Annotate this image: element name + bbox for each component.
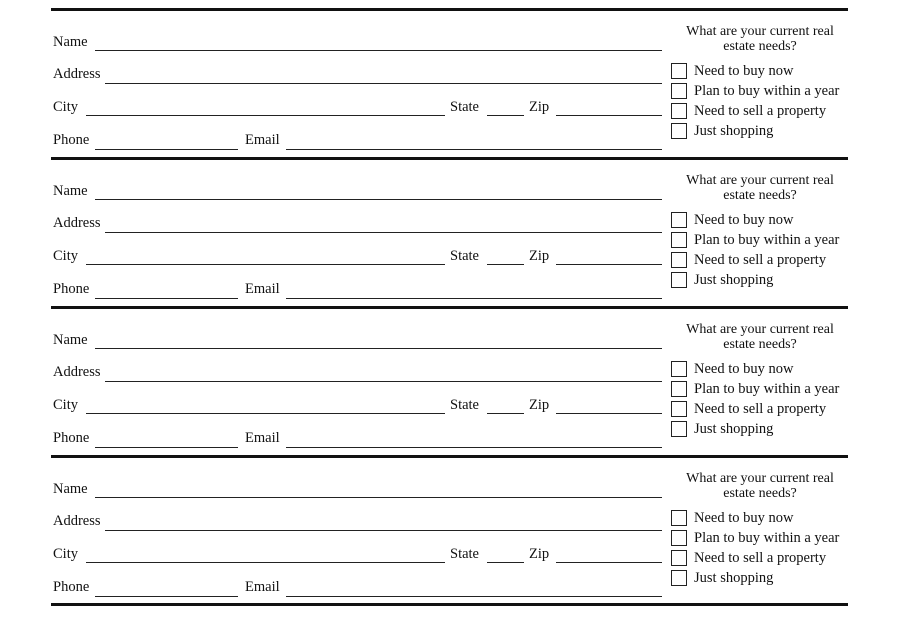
phone-label: Phone: [53, 579, 90, 595]
address-field[interactable]: [105, 381, 662, 382]
email-field[interactable]: [286, 596, 662, 597]
zip-label: Zip: [529, 99, 550, 115]
contact-entry-block: [0, 8, 900, 157]
checkbox[interactable]: [671, 401, 687, 417]
checkbox[interactable]: [671, 272, 687, 288]
name-field[interactable]: [95, 497, 662, 498]
option-label: Just shopping: [694, 570, 774, 586]
checkbox[interactable]: [671, 510, 687, 526]
state-field[interactable]: [487, 264, 524, 265]
real-estate-needs-question: What are your current real estate needs?: [686, 322, 834, 352]
zip-field[interactable]: [556, 413, 662, 414]
option-label: Need to sell a property: [694, 103, 827, 119]
option-label: Need to buy now: [694, 212, 794, 228]
checkbox[interactable]: [671, 232, 687, 248]
phone-field[interactable]: [95, 298, 238, 299]
address-label: Address: [53, 513, 101, 529]
address-field[interactable]: [105, 530, 662, 531]
option-label: Need to buy now: [694, 63, 794, 79]
address-field[interactable]: [105, 232, 662, 233]
address-label: Address: [53, 215, 101, 231]
address-label: Address: [53, 66, 101, 82]
real-estate-needs-question: What are your current real estate needs?: [686, 471, 834, 501]
email-label: Email: [245, 132, 280, 148]
option-label: Just shopping: [694, 421, 774, 437]
checkbox[interactable]: [671, 361, 687, 377]
checkbox[interactable]: [671, 63, 687, 79]
city-label: City: [53, 99, 78, 115]
address-label: Address: [53, 364, 101, 380]
email-label: Email: [245, 281, 280, 297]
checkbox[interactable]: [671, 421, 687, 437]
email-label: Email: [245, 579, 280, 595]
state-label: State: [450, 546, 479, 562]
checkbox[interactable]: [671, 83, 687, 99]
contact-entry-block: [0, 455, 900, 604]
option-label: Need to sell a property: [694, 401, 827, 417]
phone-label: Phone: [53, 430, 90, 446]
option-label: Plan to buy within a year: [694, 83, 840, 99]
zip-field[interactable]: [556, 264, 662, 265]
state-field[interactable]: [487, 413, 524, 414]
address-field[interactable]: [105, 83, 662, 84]
zip-label: Zip: [529, 397, 550, 413]
phone-field[interactable]: [95, 596, 238, 597]
name-field[interactable]: [95, 50, 662, 51]
name-field[interactable]: [95, 199, 662, 200]
option-label: Plan to buy within a year: [694, 530, 840, 546]
name-label: Name: [53, 183, 88, 199]
checkbox[interactable]: [671, 570, 687, 586]
city-field[interactable]: [86, 562, 445, 563]
name-label: Name: [53, 332, 88, 348]
name-field[interactable]: [95, 348, 662, 349]
city-field[interactable]: [86, 115, 445, 116]
state-label: State: [450, 248, 479, 264]
option-label: Plan to buy within a year: [694, 381, 840, 397]
checkbox[interactable]: [671, 550, 687, 566]
state-label: State: [450, 397, 479, 413]
contact-entry-block: [0, 157, 900, 306]
zip-field[interactable]: [556, 115, 662, 116]
zip-label: Zip: [529, 248, 550, 264]
city-field[interactable]: [86, 413, 445, 414]
zip-field[interactable]: [556, 562, 662, 563]
option-label: Plan to buy within a year: [694, 232, 840, 248]
option-label: Need to buy now: [694, 361, 794, 377]
contact-entry-block: [0, 306, 900, 455]
checkbox[interactable]: [671, 381, 687, 397]
city-label: City: [53, 546, 78, 562]
phone-field[interactable]: [95, 447, 238, 448]
option-label: Need to sell a property: [694, 252, 827, 268]
phone-label: Phone: [53, 281, 90, 297]
email-label: Email: [245, 430, 280, 446]
city-label: City: [53, 397, 78, 413]
option-label: Need to buy now: [694, 510, 794, 526]
phone-field[interactable]: [95, 149, 238, 150]
email-field[interactable]: [286, 298, 662, 299]
name-label: Name: [53, 34, 88, 50]
city-field[interactable]: [86, 264, 445, 265]
real-estate-needs-question: What are your current real estate needs?: [686, 24, 834, 54]
name-label: Name: [53, 481, 88, 497]
email-field[interactable]: [286, 447, 662, 448]
option-label: Need to sell a property: [694, 550, 827, 566]
state-field[interactable]: [487, 562, 524, 563]
option-label: Just shopping: [694, 123, 774, 139]
city-label: City: [53, 248, 78, 264]
checkbox[interactable]: [671, 123, 687, 139]
real-estate-needs-question: What are your current real estate needs?: [686, 173, 834, 203]
state-field[interactable]: [487, 115, 524, 116]
phone-label: Phone: [53, 132, 90, 148]
state-label: State: [450, 99, 479, 115]
checkbox[interactable]: [671, 252, 687, 268]
checkbox[interactable]: [671, 212, 687, 228]
checkbox[interactable]: [671, 103, 687, 119]
zip-label: Zip: [529, 546, 550, 562]
option-label: Just shopping: [694, 272, 774, 288]
checkbox[interactable]: [671, 530, 687, 546]
email-field[interactable]: [286, 149, 662, 150]
